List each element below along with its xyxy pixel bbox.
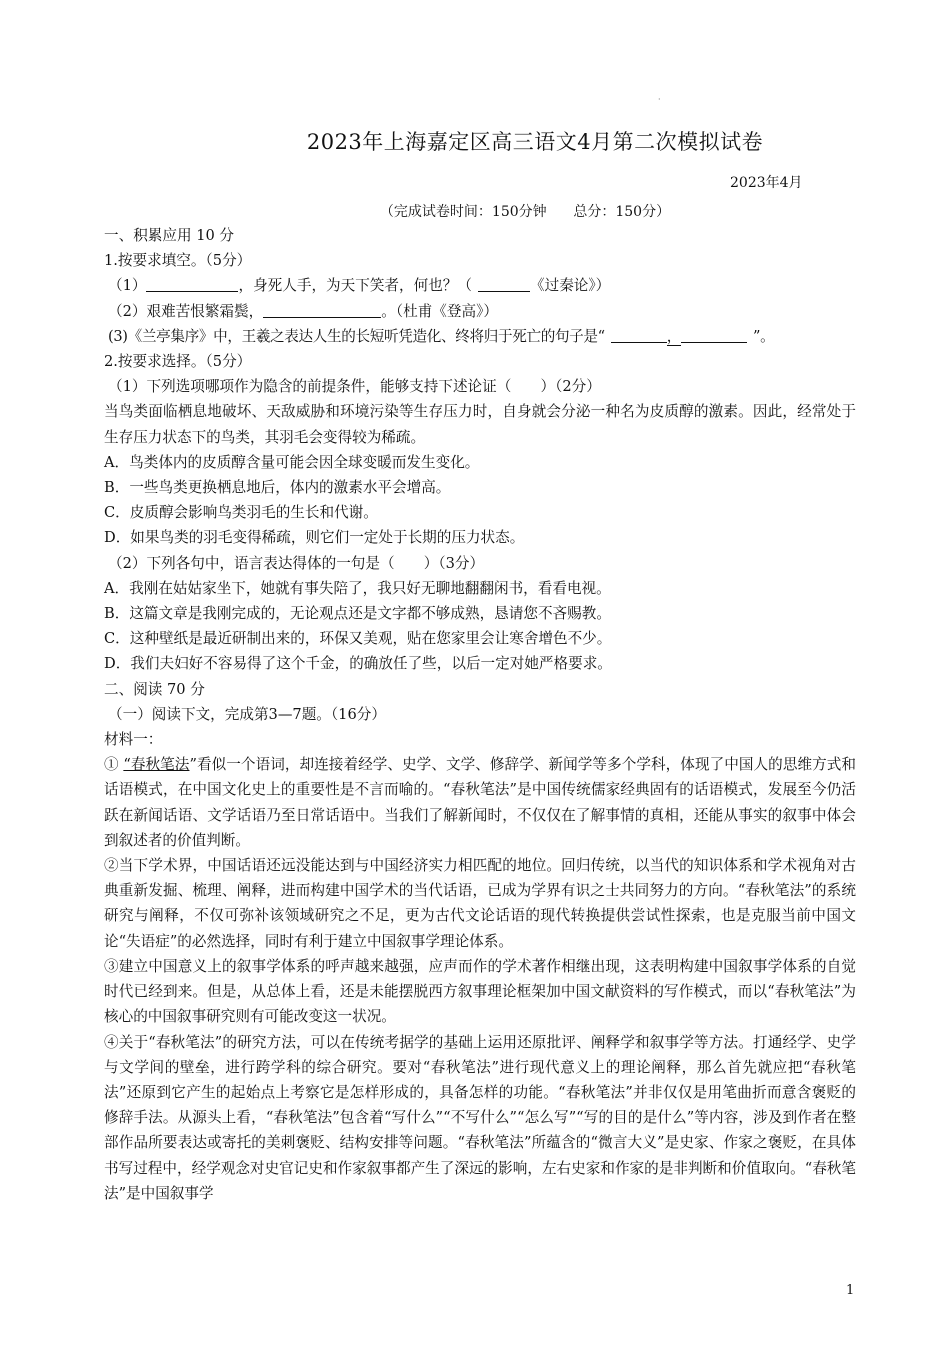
exam-info: （完成试卷时间：150分钟 总分：150分） (379, 204, 671, 220)
page-title: 2023年上海嘉定区高三语文4月第二次模拟试卷 (306, 130, 764, 154)
option-d: D．我们夫妇好不容易得了这个千金，的确放任了些，以后一定对她严格要求。 (104, 655, 612, 673)
decorative-dot: · (658, 95, 661, 104)
section-heading-reading: 二、阅读 70 分 (104, 680, 205, 698)
option-c: C．这种壁纸是最近研制出来的，环保又美观，贴在您家里会让寒舍增色不少。 (104, 630, 612, 648)
option-c: C．皮质醇会影响鸟类羽毛的生长和代谢。 (104, 504, 378, 522)
section-heading-accumulation: 一、积累应用 10 分 (104, 227, 235, 244)
answer-blank[interactable] (146, 275, 238, 292)
question-2-sub2-stem: （2）下列各句中，语言表达得体的一句是（ ）（3分） (108, 554, 485, 572)
material-label: 材料一： (104, 731, 163, 749)
answer-blank[interactable] (478, 275, 530, 292)
question-2-sub1-passage: 当鸟类面临栖息地破坏、天敌威胁和环境污染等生存压力时，自身就会分泌一种名为皮质醇的激素。因此，经常处于生存压力状态下的鸟类，其羽毛会变得较为稀疏。 (104, 403, 856, 446)
question-1-item-1: （1） ，身死人手，为天下笑者，何也？（ 《过秦论》） (108, 277, 611, 295)
paragraph-1: ① “春秋笔法”看似一个语词，却连接着经学、史学、文学、修辞学、新闻学等多个学科，体现了中国人的思维方式和话语模式，在中国文化史上的重要性是不言而喻的。“春秋笔法”是中国传统儒家经典固有的话语模式，发展至今仍活跃在新闻话语、文学话语乃至日常话语中。当我们了解新闻时，不仅仅在了解事情的真相，还能从事实的叙事中体会到叙述者的价值判断。 (104, 756, 857, 849)
answer-blank[interactable] (681, 326, 747, 343)
answer-blank[interactable] (263, 301, 381, 318)
option-d: D．如果鸟类的羽毛变得稀疏，则它们一定处于长期的压力状态。 (104, 529, 525, 547)
question-1-item-2: （2）艰难苦恨繁霜鬓， 。（杜甫《登高》） (108, 302, 498, 320)
option-a: A．我刚在姑姑家坐下，她就有事失陪了，我只好无聊地翻翻闲书，看看电视。 (104, 579, 611, 597)
answer-blank[interactable] (611, 326, 667, 343)
paragraph-4: ④关于“春秋笔法”的研究方法，可以在传统考据学的基础上运用还原批评、阐释学和叙事学等方法。打通经学、史学与文学间的壁垒，进行跨学科的综合研究。要对“春秋笔法”进行现代意义上的理论阐释，那么首先就应把“春秋笔法”还原到它产生的起始点上考察它是怎样形成的，具备怎样的功能。“春秋笔法”并非仅仅是用笔曲折而意含褒贬的修辞手法。从源头上看，“春秋笔法”包含着“写什么”“不写什么”“怎么写”“写的目的是什么”等内容，涉及到作者在整部作品所要表达或寄托的美刺褒贬、结构安排等问题。“春秋笔法”所蕴含的“微言大义”是史家、作家之褒贬，在具体书写过程中，经学观念对史官记史和作家叙事都产生了深远的影响，左右史家和作家的是非判断和价值取向。“春秋笔法”是中国叙事学 (104, 1033, 856, 1202)
reading-part-1-stem: （一）阅读下文，完成第3—7题。（16分） (108, 705, 386, 723)
question-1-stem: 1.按要求填空。（5分） (104, 252, 252, 270)
paragraph-2: ②当下学术界，中国话语还远没能达到与中国经济实力相匹配的地位。回归传统，以当代的知识体系和学术视角对古典重新发掘、梳理、阐释，进而构建中国学术的当代话语，已成为学界有识之士共同努力的方向。“春秋笔法”的系统研究与阐释，不仅可弥补该领域研究之不足，更为古代文论话语的现代转换提供尝试性探索，也是克服当前中国文论“失语症”的必然选择，同时有利于建立中国叙事学理论体系。 (104, 857, 856, 950)
exam-content (104, 223, 856, 1206)
question-1-item-3: (3)《兰亭集序》中，王羲之表达人生的长短听凭造化、终将归于死亡的句子是“ ， ”。 (108, 327, 775, 345)
page-number: 1 (846, 1283, 855, 1298)
option-b: B．一些鸟类更换栖息地后，体内的激素水平会增高。 (104, 479, 451, 497)
question-2-sub1-stem: （1）下列选项哪项作为隐含的前提条件，能够支持下述论证（ ）（2分） (108, 378, 601, 396)
question-2-stem: 2.按要求选择。（5分） (104, 353, 252, 371)
option-a: A．鸟类体内的皮质醇含量可能会因全球变暖而发生变化。 (104, 453, 480, 471)
option-b: B．这篇文章是我刚完成的，无论观点还是文字都不够成熟，恳请您不吝赐教。 (104, 605, 611, 623)
underlined-term: “春秋笔法 (123, 756, 190, 774)
exam-date: 2023年4月 (730, 175, 803, 191)
paragraph-3: ③建立中国意义上的叙事学体系的呼声越来越强，应声而作的学术著作相继出现，这表明构建中国叙事学体系的自觉时代已经到来。但是，从总体上看，还是未能摆脱西方叙事理论框架加中国文献资料的写作模式，而以“春秋笔法”为核心的中国叙事研究则有可能改变这一状况。 (104, 957, 856, 1026)
